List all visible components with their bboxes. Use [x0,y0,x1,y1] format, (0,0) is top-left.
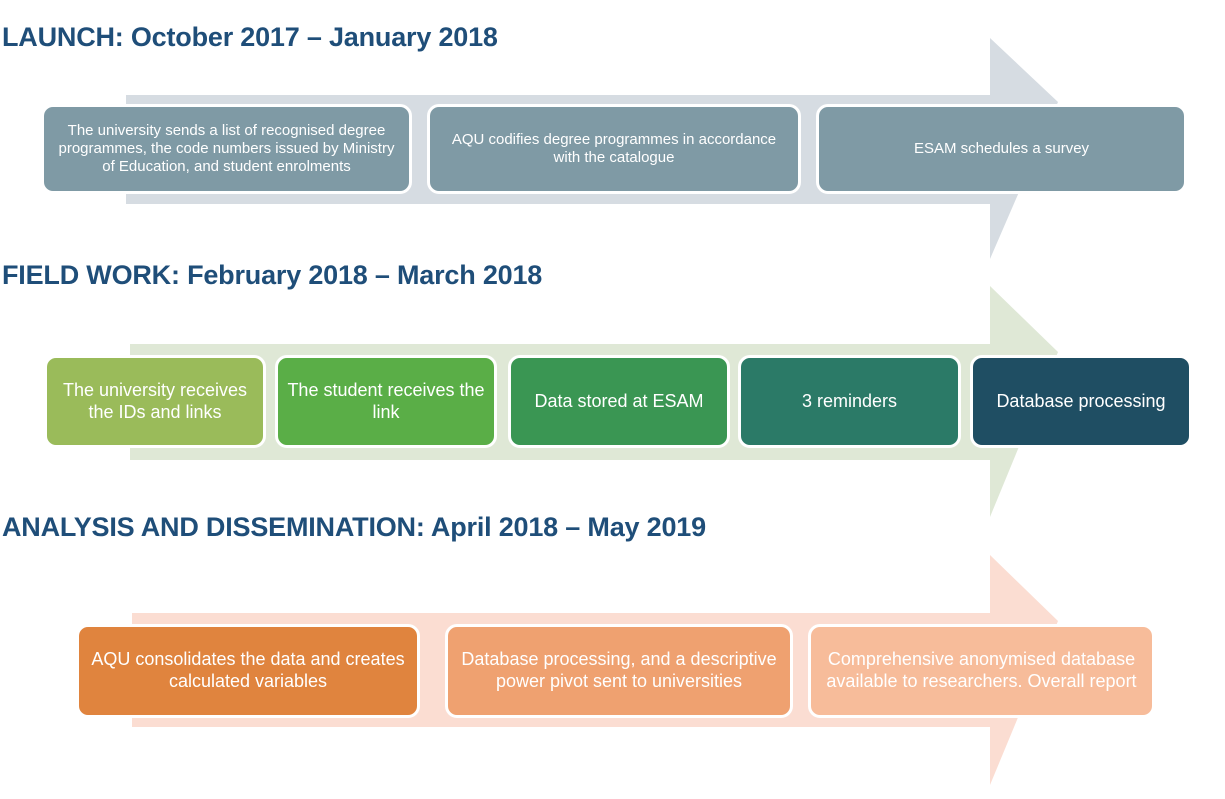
step-text: Database processing, and a descriptive power pivot sent to universities [461,649,777,691]
stage-heading-analysis-dissemination: ANALYSIS AND DISSEMINATION: April 2018 – May 2019 [2,512,706,542]
step-text: The university receives the IDs and links [62,379,248,422]
step-text: 3 reminders [801,390,898,411]
step-text: AQU consolidates the data and creates calculated variables [91,649,405,691]
step-text: Database processing [996,390,1166,411]
step-text: ESAM schedules a survey [913,139,1090,157]
stage-heading-launch: LAUNCH: October 2017 – January 2018 [2,22,498,52]
step-box-anonymised-database [808,624,1155,718]
stage-heading-field-work: FIELD WORK: February 2018 – March 2018 [2,260,543,290]
step-text: Comprehensive anonymised database available to researchers. Overall report [826,649,1137,691]
step-text: The university sends a list of recognised degree programmes, the code numbers issued by Ministry of Education, and student enrolments [58,121,395,176]
step-text: The student receives the link [287,379,485,422]
step-text: AQU codifies degree programmes in accordance with the catalogue [451,130,777,166]
step-text: Data stored at ESAM [534,390,704,411]
step-box-power-pivot [445,624,793,718]
step-box-aqu-consolidates [76,624,420,718]
